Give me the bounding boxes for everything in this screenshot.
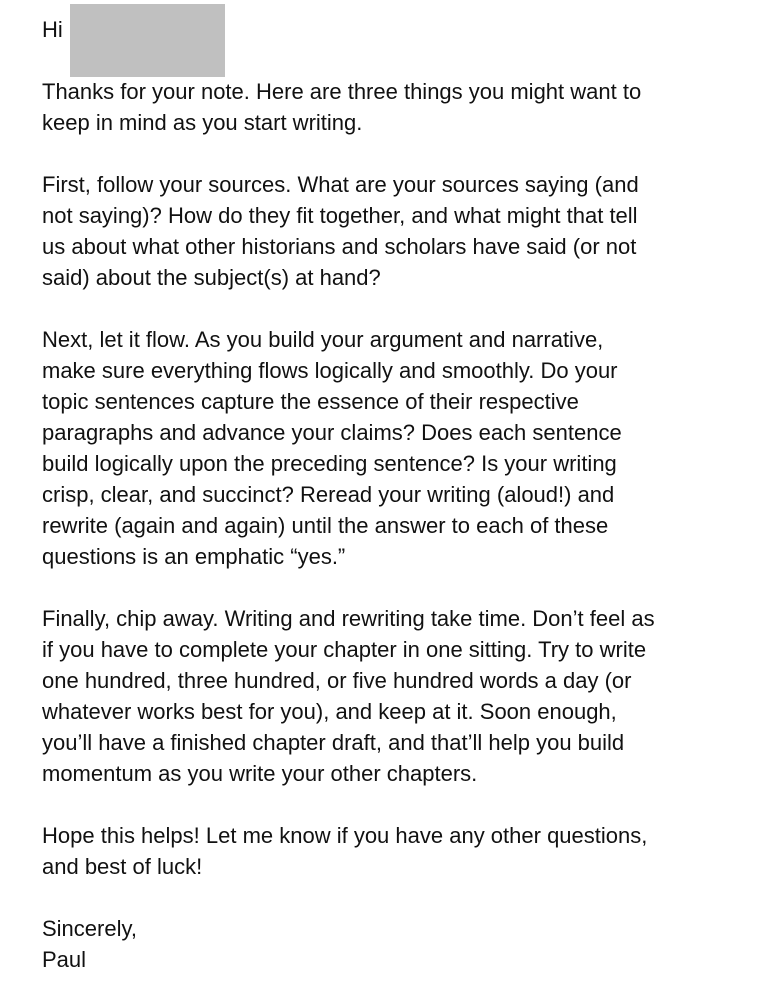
text-line: Thanks for your note. Here are three things you might want to <box>42 79 642 104</box>
paragraph-sources <box>42 169 742 293</box>
text-line: crisp, clear, and succinct? Reread your writing (aloud!) and <box>42 482 615 507</box>
text-line: us about what other historians and scholars have said (or not <box>42 234 637 259</box>
letter-body <box>42 14 742 975</box>
text-line: Next, let it flow. As you build your argument and narrative, <box>42 327 604 352</box>
signature: Paul <box>42 947 87 972</box>
text-line: Finally, chip away. Writing and rewriting take time. Don’t feel as <box>42 606 655 631</box>
closing: Sincerely, <box>42 916 137 941</box>
greeting-line <box>42 14 742 45</box>
paragraph-chip-away <box>42 603 742 789</box>
text-line: topic sentences capture the essence of their respective <box>42 389 579 414</box>
text-line: questions is an emphatic “yes.” <box>42 544 346 569</box>
text-line: said) about the subject(s) at hand? <box>42 265 381 290</box>
closing-block <box>42 913 742 975</box>
text-line: paragraphs and advance your claims? Does each sentence <box>42 420 622 445</box>
paragraph-flow <box>42 324 742 572</box>
greeting: Hi <box>42 17 63 42</box>
text-line: not saying)? How do they fit together, and what might that tell <box>42 203 638 228</box>
text-line: and best of luck! <box>42 854 203 879</box>
text-line: you’ll have a finished chapter draft, and that’ll help you build <box>42 730 625 755</box>
redacted-name-box <box>70 4 225 77</box>
text-line: whatever works best for you), and keep at it. Soon enough, <box>42 699 617 724</box>
text-line: if you have to complete your chapter in one sitting. Try to write <box>42 637 647 662</box>
text-line: keep in mind as you start writing. <box>42 110 363 135</box>
text-line: Hope this helps! Let me know if you have any other questions, <box>42 823 648 848</box>
text-line: build logically upon the preceding sentence? Is your writing <box>42 451 617 476</box>
text-line: momentum as you write your other chapters. <box>42 761 478 786</box>
paragraph-sign-off <box>42 820 742 882</box>
text-line: First, follow your sources. What are your sources saying (and <box>42 172 639 197</box>
text-line: make sure everything flows logically and smoothly. Do your <box>42 358 618 383</box>
paragraph-intro <box>42 76 742 138</box>
text-line: rewrite (again and again) until the answer to each of these <box>42 513 609 538</box>
text-line: one hundred, three hundred, or five hundred words a day (or <box>42 668 632 693</box>
